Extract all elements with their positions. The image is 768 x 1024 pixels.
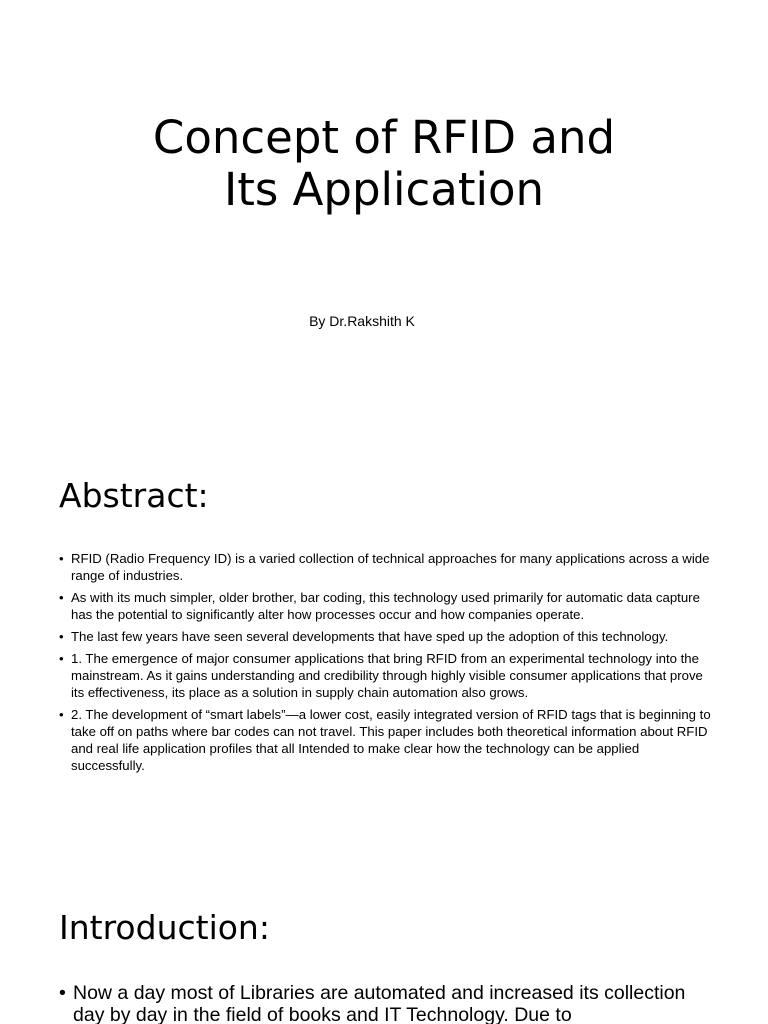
title-line-1: Concept of RFID and xyxy=(152,111,616,164)
bullet-text: 2. The development of “smart labels”—a lower cost, easily integrated version of RFID tags that is beginning to take off on paths where bar codes can not travel. This paper includes both theoretical information about RFID and real life application profiles that all Intended to make clear how the technology can be applied successfully. xyxy=(71,707,711,773)
bullet-marker: • xyxy=(59,629,64,644)
bullet-marker: • xyxy=(59,551,64,566)
bullet-text: RFID (Radio Frequency ID) is a varied collection of technical approaches for many applications across a wide range of industries. xyxy=(71,551,710,583)
abstract-heading: Abstract: xyxy=(59,476,209,515)
title-slide xyxy=(0,0,768,432)
introduction-heading: Introduction: xyxy=(59,908,270,947)
list-item xyxy=(59,628,714,645)
abstract-slide xyxy=(0,432,768,864)
list-item xyxy=(59,650,714,701)
bullet-marker: • xyxy=(59,707,64,722)
bullet-marker: • xyxy=(59,982,66,1004)
introduction-bullet-list xyxy=(59,982,699,1024)
list-item xyxy=(59,706,714,774)
document-title xyxy=(0,112,768,216)
bullet-text: As with its much simpler, older brother, bar coding, this technology used primarily for automatic data capture has the potential to significantly alter how processes occur and how companies operate. xyxy=(71,590,700,622)
author-byline: By Dr.Rakshith K xyxy=(309,313,415,329)
title-line-2: Its Application xyxy=(223,163,545,216)
introduction-slide xyxy=(0,864,768,1024)
bullet-marker: • xyxy=(59,590,64,605)
bullet-text: Now a day most of Libraries are automated and increased its collection day by day in the field of books and IT Technology. Due to xyxy=(73,982,686,1024)
bullet-text: The last few years have seen several developments that have sped up the adoption of this technology. xyxy=(71,629,669,644)
bullet-marker: • xyxy=(59,651,64,666)
list-item xyxy=(59,589,714,623)
bullet-text: 1. The emergence of major consumer applications that bring RFID from an experimental technology into the mainstream. As it gains understanding and credibility through highly visible consumer applications that prove its effectiveness, its place as a solution in supply chain automation also grows. xyxy=(71,651,703,700)
abstract-bullet-list xyxy=(59,550,714,779)
list-item xyxy=(59,982,699,1024)
list-item xyxy=(59,550,714,584)
